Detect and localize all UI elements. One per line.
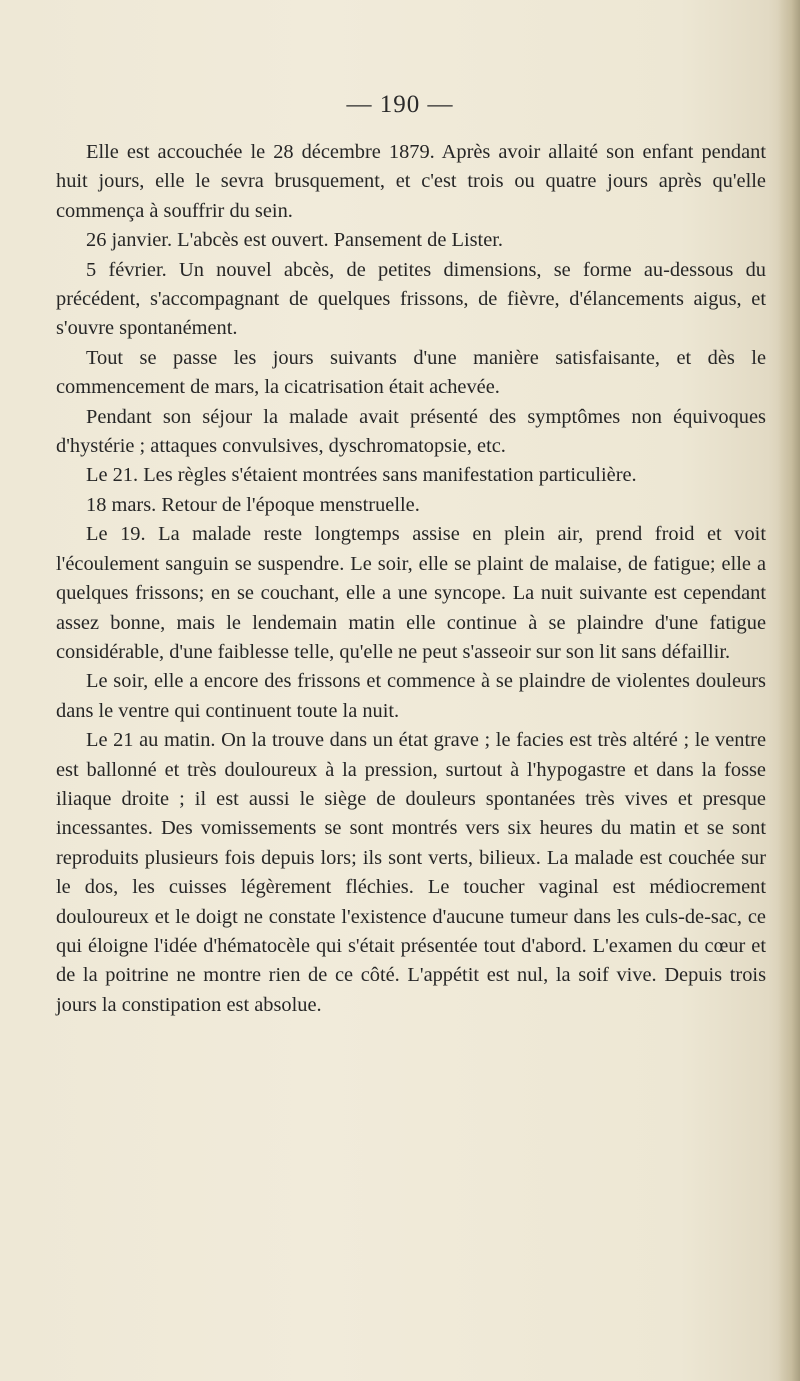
paragraph-hysteria: Pendant son séjour la malade avait présenté des symptômes non équivoques d'hystérie ; attaques convulsives, dyschromatopsie, etc. bbox=[56, 405, 766, 458]
paragraph-healing: Tout se passe les jours suivants d'une manière satisfaisante, et dès le commencement de mars, la cicatrisation était achevée. bbox=[56, 346, 766, 399]
body-text bbox=[56, 138, 766, 1020]
paragraph-day-19: Le 19. La malade reste longtemps assise en plein air, prend froid et voit l'écoulement sanguin se suspendre. Le soir, elle se plaint de malaise, de fatigue; elle a quelques frissons; en se couchant, elle a une syncope. La nuit suivante est cependant assez bonne, mais le lendemain matin elle continue à se plaindre d'une fatigue considérable, d'une faiblesse telle, qu'elle ne peut s'asseoir sur son lit sans défaillir. bbox=[56, 523, 766, 663]
paragraph-delivery: Elle est accouchée le 28 décembre 1879. Après avoir allaité son enfant pendant huit jours, elle le sevra brusquement, et c'est trois ou quatre jours après qu'elle commença à souffrir du sein. bbox=[56, 141, 766, 222]
page-number: — 190 — bbox=[346, 91, 454, 118]
page-edge-shadow bbox=[778, 0, 800, 1381]
paragraph-jan-26: 26 janvier. L'abcès est ouvert. Pansement de Lister. bbox=[86, 229, 504, 252]
paragraph-day-21: Le 21. Les règles s'étaient montrées sans manifestation particulière. bbox=[86, 464, 637, 487]
paragraph-feb-5: 5 février. Un nouvel abcès, de petites dimensions, se forme au-dessous du précédent, s'accompagnant de quelques frissons, de fièvre, d'élancements aigus, et s'ouvre spontanément. bbox=[56, 258, 766, 340]
paragraph-evening: Le soir, elle a encore des frissons et commence à se plaindre de violentes douleurs dans le ventre qui continuent toute la nuit. bbox=[56, 670, 766, 722]
paragraph-march-18: 18 mars. Retour de l'époque menstruelle. bbox=[86, 493, 420, 516]
paragraph-day-21-morning: Le 21 au matin. On la trouve dans un état grave ; le facies est très altéré ; le ventre est ballonné et très douloureux à la pression, surtout à l'hypogastre et dans la fosse iliaque droite ; il est aussi le siège de douleurs spontanées très vives et presque incessantes. Des vomissements se sont montrés vers six heures du matin et se sont reproduits plusieurs fois depuis lors; ils sont verts, bilieux. La malade est couchée sur le dos, les cuisses légèrement fléchies. Le toucher vaginal est médiocrement douloureux et le doigt ne constate l'existence d'aucune tumeur dans les culs-de-sac, ce qui éloigne l'idée d'hématocèle qui s'était présentée tout d'abord. L'examen du cœur et de la poitrine ne montre rien de ce côté. L'appétit est nul, la soif vive. Depuis trois jours la constipation est absolue. bbox=[56, 729, 766, 1016]
